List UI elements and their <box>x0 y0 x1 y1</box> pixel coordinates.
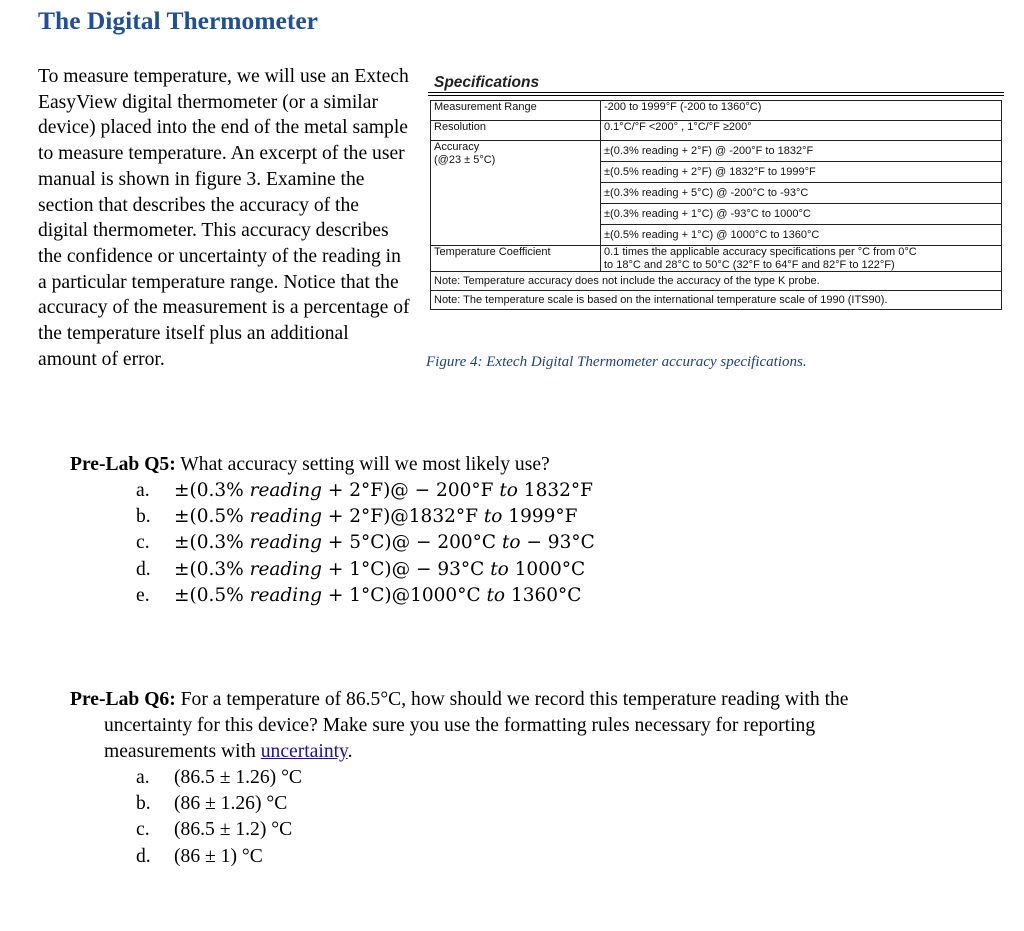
answer-option[interactable] <box>70 817 930 843</box>
answer-options <box>70 765 930 870</box>
answer-options <box>70 478 970 609</box>
table-row <box>431 101 1002 121</box>
option-formula: ±(0.5% reading + 1°C)@1000°C to 1360°C <box>174 584 582 606</box>
temperature-coefficient-line: 0.1 times the applicable accuracy specifications per °C from 0°C <box>604 246 917 258</box>
option-letter: d. <box>136 558 151 580</box>
table-row <box>431 246 1002 272</box>
question-text: For a temperature of 86.5°C, how should we record this temperature reading with the uncertainty for this device? Make sure you use the formatting rules necessary for reporting measurements with <box>104 689 849 762</box>
temperature-coefficient-line: to 18°C and 28°C to 50°C (32°F to 64°F and 82°F to 122°F) <box>604 258 895 271</box>
question-stem <box>70 452 970 478</box>
option-letter: b. <box>136 506 151 528</box>
option-letter: b. <box>136 793 151 815</box>
page-title: The Digital Thermometer <box>38 6 318 35</box>
specifications-table <box>430 100 1002 310</box>
uncertainty-link[interactable]: uncertainty <box>260 741 348 762</box>
question-text: What accuracy setting will we most likely use? <box>175 454 550 475</box>
specifications-heading: Specifications <box>428 74 1004 93</box>
question-label: Pre-Lab Q5: <box>70 454 176 475</box>
option-formula: ±(0.3% reading + 5°C)@ − 200°C to − 93°C <box>174 532 595 554</box>
table-row <box>431 141 1002 162</box>
answer-option[interactable] <box>70 557 970 583</box>
measurement-range-value: -200 to 1999°F (-200 to 1360°C) <box>601 101 1002 121</box>
answer-option[interactable] <box>70 504 970 530</box>
option-letter: c. <box>136 532 150 554</box>
specifications-figure <box>428 74 1004 310</box>
question-label: Pre-Lab Q6: <box>70 689 176 710</box>
answer-option[interactable] <box>70 844 930 870</box>
answer-option[interactable] <box>70 583 970 609</box>
heading-divider <box>428 93 1004 96</box>
option-letter: a. <box>136 767 150 788</box>
option-formula: ±(0.3% reading + 1°C)@ − 93°C to 1000°C <box>174 558 586 580</box>
measurement-range-label: Measurement Range <box>431 101 601 121</box>
accuracy-value: ±(0.5% reading + 2°F) @ 1832°F to 1999°F <box>601 162 1002 183</box>
question-q5 <box>70 452 970 609</box>
resolution-value: 0.1°C/°F <200° , 1°C/°F ≥200° <box>601 121 1002 141</box>
resolution-label: Resolution <box>431 121 601 141</box>
accuracy-value: ±(0.3% reading + 5°C) @ -200°C to -93°C <box>601 183 1002 204</box>
answer-option[interactable] <box>70 765 930 791</box>
table-row <box>431 121 1002 141</box>
temperature-coefficient-value <box>601 246 1002 272</box>
question-stem <box>70 687 930 765</box>
figure-caption: Figure 4: Extech Digital Thermometer accuracy specifications. <box>426 354 807 370</box>
accuracy-label: Accuracy <box>434 141 480 153</box>
option-letter: d. <box>136 845 151 867</box>
accuracy-condition: (@23 ± 5°C) <box>434 153 496 166</box>
accuracy-value: ±(0.3% reading + 2°F) @ -200°F to 1832°F <box>601 141 1002 162</box>
option-text: (86.5 ± 1.2) °C <box>174 819 293 841</box>
option-letter: c. <box>136 819 150 841</box>
answer-option[interactable] <box>70 791 930 817</box>
accuracy-value: ±(0.3% reading + 1°C) @ -93°C to 1000°C <box>601 204 1002 225</box>
answer-option[interactable] <box>70 478 970 504</box>
option-text: (86 ± 1.26) °C <box>174 793 288 815</box>
option-text: (86 ± 1) °C <box>174 845 263 867</box>
option-formula: ±(0.3% reading + 2°F)@ − 200°F to 1832°F <box>174 480 593 501</box>
note-temperature-scale: Note: The temperature scale is based on the international temperature scale of 1990 (ITS90). <box>431 291 1002 310</box>
accuracy-value: ±(0.5% reading + 1°C) @ 1000°C to 1360°C <box>601 225 1002 246</box>
note-probe: Note: Temperature accuracy does not include the accuracy of the type K probe. <box>431 272 1002 291</box>
question-end: . <box>347 741 353 762</box>
question-q6 <box>70 687 930 870</box>
accuracy-label-cell <box>431 141 601 246</box>
option-text: (86.5 ± 1.26) °C <box>174 767 302 788</box>
answer-option[interactable] <box>70 530 970 556</box>
temperature-coefficient-label: Temperature Coefficient <box>431 246 601 272</box>
intro-paragraph: To measure temperature, we will use an Extech EasyView digital thermometer (or a similar device) placed into the end of the metal sample to measure temperature. An excerpt of the user manual is shown in figure 3. Examine the section that describes the accuracy of the digital thermometer. This accuracy describes the confidence or uncertainty of the reading in a particular temperature range. Notice that the accuracy of the measurement is a percentage of the temperature itself plus an additional amount of error. <box>38 66 410 370</box>
option-formula: ±(0.5% reading + 2°F)@1832°F to 1999°F <box>174 506 578 528</box>
option-letter: a. <box>136 480 150 501</box>
option-letter: e. <box>136 584 150 606</box>
table-row <box>431 291 1002 310</box>
table-row <box>431 272 1002 291</box>
